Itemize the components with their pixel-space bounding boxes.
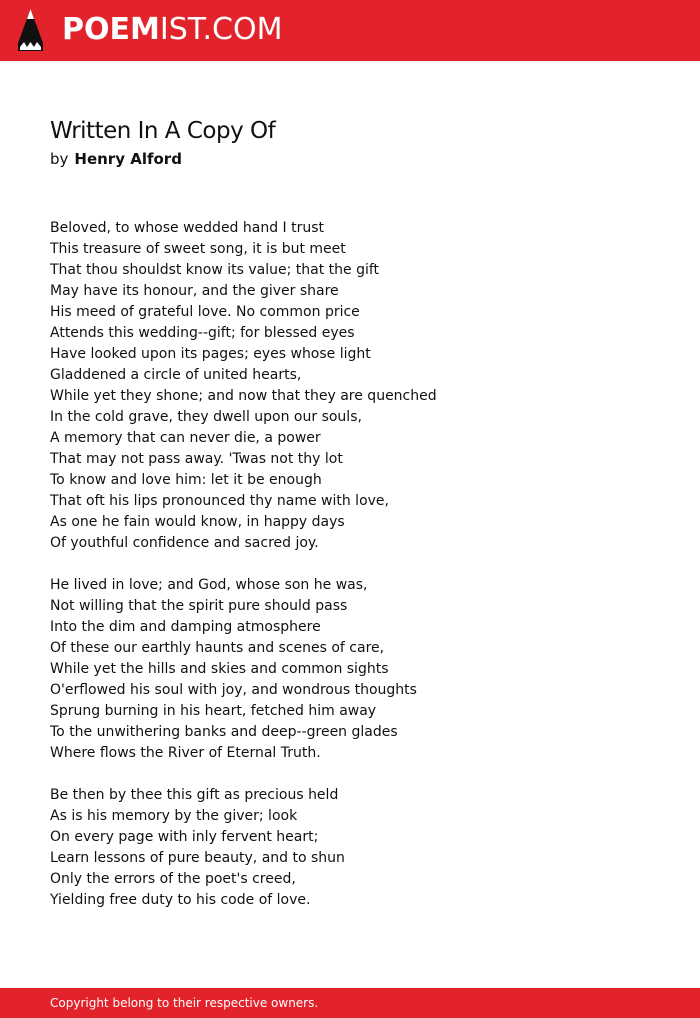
poem-line: That may not pass away. 'Twas not thy lot [50, 451, 343, 467]
logo-light-text: IST.COM [159, 12, 283, 47]
poem-line: Where flows the River of Eternal Truth. [50, 745, 321, 761]
poem-stanza [50, 218, 650, 554]
by-label: by [50, 150, 69, 168]
poem-line: Learn lessons of pure beauty, and to shun [50, 850, 345, 866]
poem-line: Not willing that the spirit pure should pass [50, 598, 348, 614]
poem-line: To the unwithering banks and deep--green glades [50, 724, 398, 740]
site-header [0, 0, 700, 61]
poem-line: Sprung burning in his heart, fetched him away [50, 703, 377, 719]
poem-line: As one he fain would know, in happy days [50, 514, 345, 530]
poem-stanza [50, 785, 650, 911]
poem-line: Of these our earthly haunts and scenes of care, [50, 640, 385, 656]
poem-line: O'erflowed his soul with joy, and wondrous thoughts [50, 682, 417, 698]
site-logo[interactable] [62, 10, 282, 50]
logo-bold-text: POEM [62, 12, 160, 47]
poem-line: As is his memory by the giver; look [50, 808, 298, 824]
poem-line: This treasure of sweet song, it is but meet [50, 241, 346, 257]
poem-line: That oft his lips pronounced thy name with love, [50, 493, 389, 509]
poem-line: Be then by thee this gift as precious held [50, 787, 339, 803]
poem-line: Only the errors of the poet's creed, [50, 871, 296, 887]
poem-line: May have its honour, and the giver share [50, 283, 339, 299]
poem-line: Beloved, to whose wedded hand I trust [50, 220, 325, 236]
poem-line: In the cold grave, they dwell upon our souls, [50, 409, 362, 425]
poem-line: Gladdened a circle of united hearts, [50, 367, 302, 383]
byline [50, 148, 182, 170]
poem-line: Yielding free duty to his code of love. [50, 892, 311, 908]
site-footer [0, 988, 700, 1018]
poem-title: Written In A Copy Of [50, 118, 276, 144]
poem-line: That thou shouldst know its value; that the gift [50, 262, 380, 278]
poem-line: To know and love him: let it be enough [50, 472, 322, 488]
poem-line: Attends this wedding--gift; for blessed eyes [50, 325, 355, 341]
poem-line: While yet they shone; and now that they are quenched [50, 388, 437, 404]
copyright-text: Copyright belong to their respective owners. [50, 996, 319, 1010]
poem-line: He lived in love; and God, whose son he was, [50, 577, 368, 593]
poem-body [50, 218, 650, 932]
poem-line: Of youthful confidence and sacred joy. [50, 535, 319, 551]
author-name: Henry Alford [74, 150, 182, 168]
poem-line: Have looked upon its pages; eyes whose light [50, 346, 371, 362]
poem-line: While yet the hills and skies and common sights [50, 661, 389, 677]
poem-line: On every page with inly fervent heart; [50, 829, 319, 845]
poem-line: His meed of grateful love. No common price [50, 304, 360, 320]
poem-line: A memory that can never die, a power [50, 430, 321, 446]
poem-stanza [50, 575, 650, 764]
poem-line: Into the dim and damping atmosphere [50, 619, 321, 635]
pencil-tip-icon[interactable] [18, 9, 43, 51]
